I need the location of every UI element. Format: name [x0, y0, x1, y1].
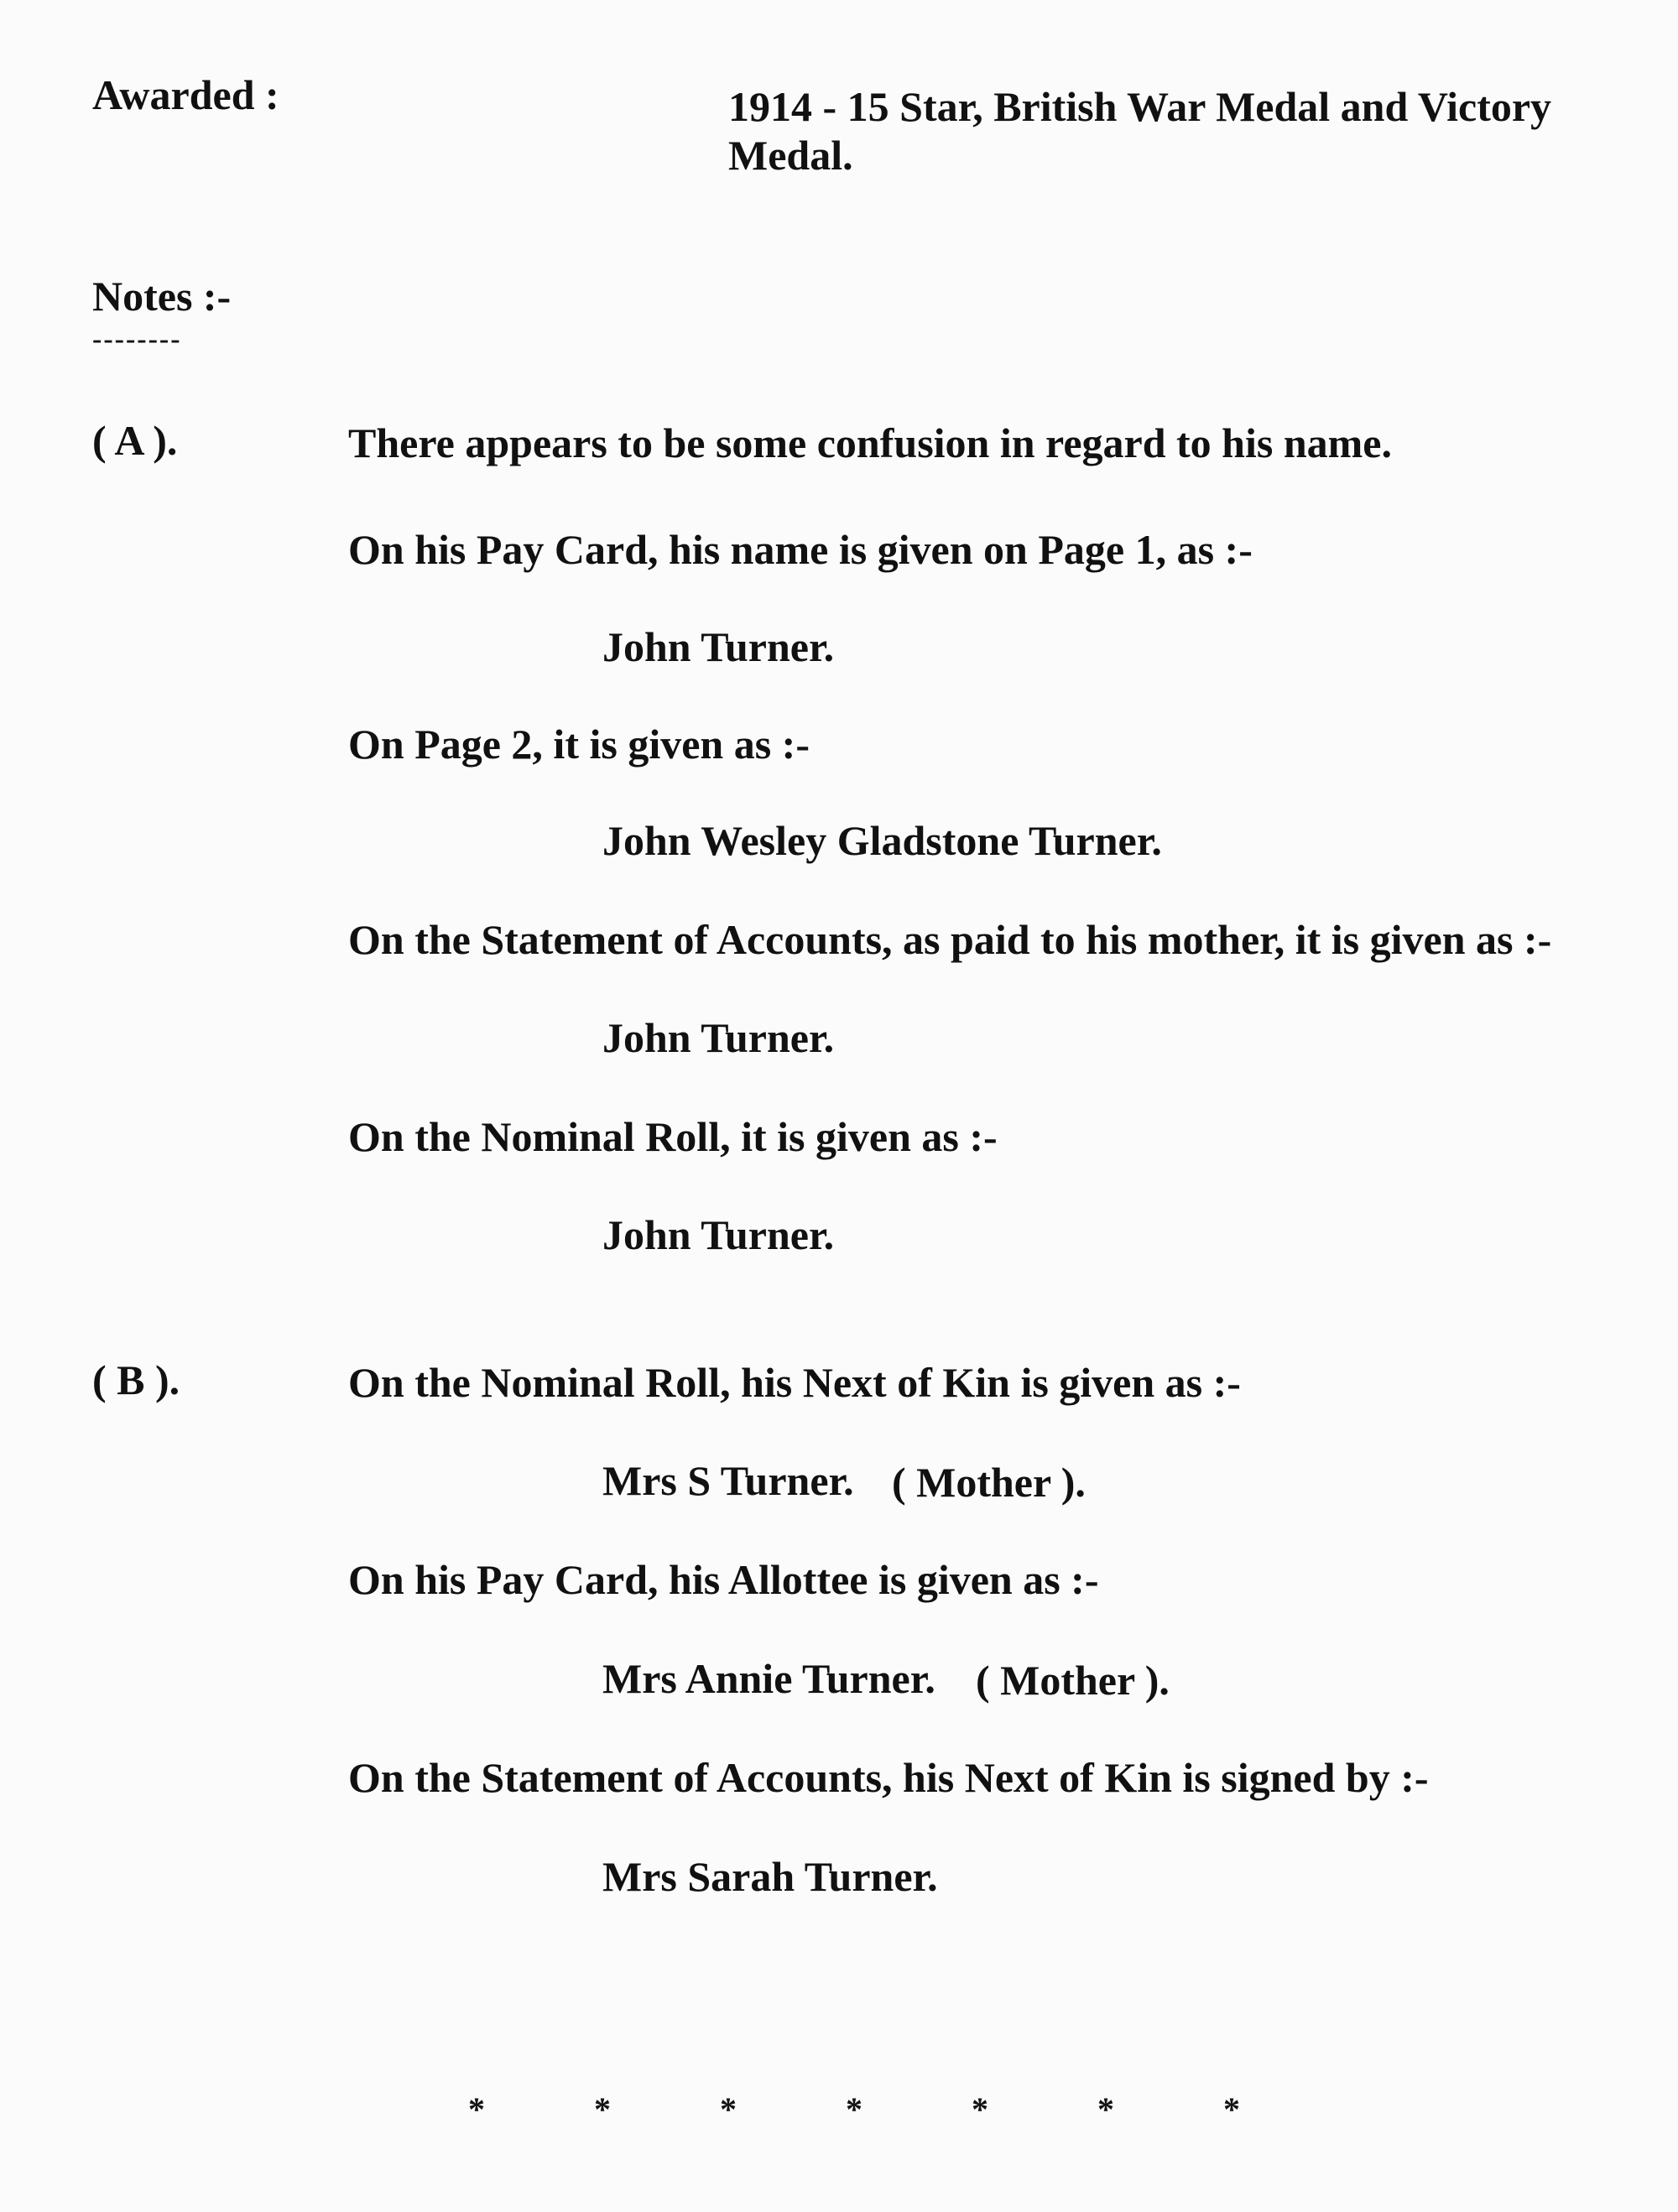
footer-star: *: [1223, 2090, 1240, 2128]
awarded-value: 1914 - 15 Star, British War Medal and Victory Medal.: [728, 83, 1552, 179]
section-a-value-4: John Turner.: [602, 1211, 835, 1258]
section-a-line-3: On the Statement of Accounts, as paid to his mother, it is given as :-: [348, 916, 1552, 963]
section-a-value-1: John Turner.: [602, 623, 835, 670]
notes-label: Notes :-: [92, 273, 232, 320]
footer-star: *: [594, 2090, 611, 2128]
section-b-value-3: Mrs Sarah Turner.: [602, 1853, 938, 1900]
section-a-line-1: On his Pay Card, his name is given on Page 1, as :-: [348, 526, 1253, 573]
section-b-marker: ( B ).: [92, 1356, 180, 1403]
section-a-line-4: On the Nominal Roll, it is given as :-: [348, 1113, 998, 1160]
section-a-line-2: On Page 2, it is given as :-: [348, 721, 810, 768]
section-b-relation-2: ( Mother ).: [976, 1657, 1170, 1704]
footer-stars: [0, 2090, 1678, 2143]
section-a-intro: There appears to be some confusion in regard to his name.: [348, 419, 1392, 466]
section-b-relation-1: ( Mother ).: [892, 1459, 1086, 1506]
section-b-line-1: On the Nominal Roll, his Next of Kin is given as :-: [348, 1359, 1241, 1406]
section-b-line-2: On his Pay Card, his Allottee is given as :-: [348, 1556, 1099, 1603]
footer-star: *: [846, 2090, 862, 2128]
footer-star: *: [1097, 2090, 1114, 2128]
section-a-value-2: John Wesley Gladstone Turner.: [602, 817, 1162, 864]
section-a-value-3: John Turner.: [602, 1014, 835, 1061]
awarded-label: Awarded :: [92, 71, 279, 118]
section-b-value-1: Mrs S Turner.: [602, 1457, 854, 1504]
footer-star: *: [972, 2090, 988, 2128]
notes-underline: --------: [92, 324, 182, 355]
footer-star: *: [720, 2090, 737, 2128]
section-b-line-3: On the Statement of Accounts, his Next of Kin is signed by :-: [348, 1754, 1429, 1801]
section-a-marker: ( A ).: [92, 417, 178, 464]
section-b-value-2: Mrs Annie Turner.: [602, 1655, 935, 1702]
footer-star: *: [468, 2090, 485, 2128]
